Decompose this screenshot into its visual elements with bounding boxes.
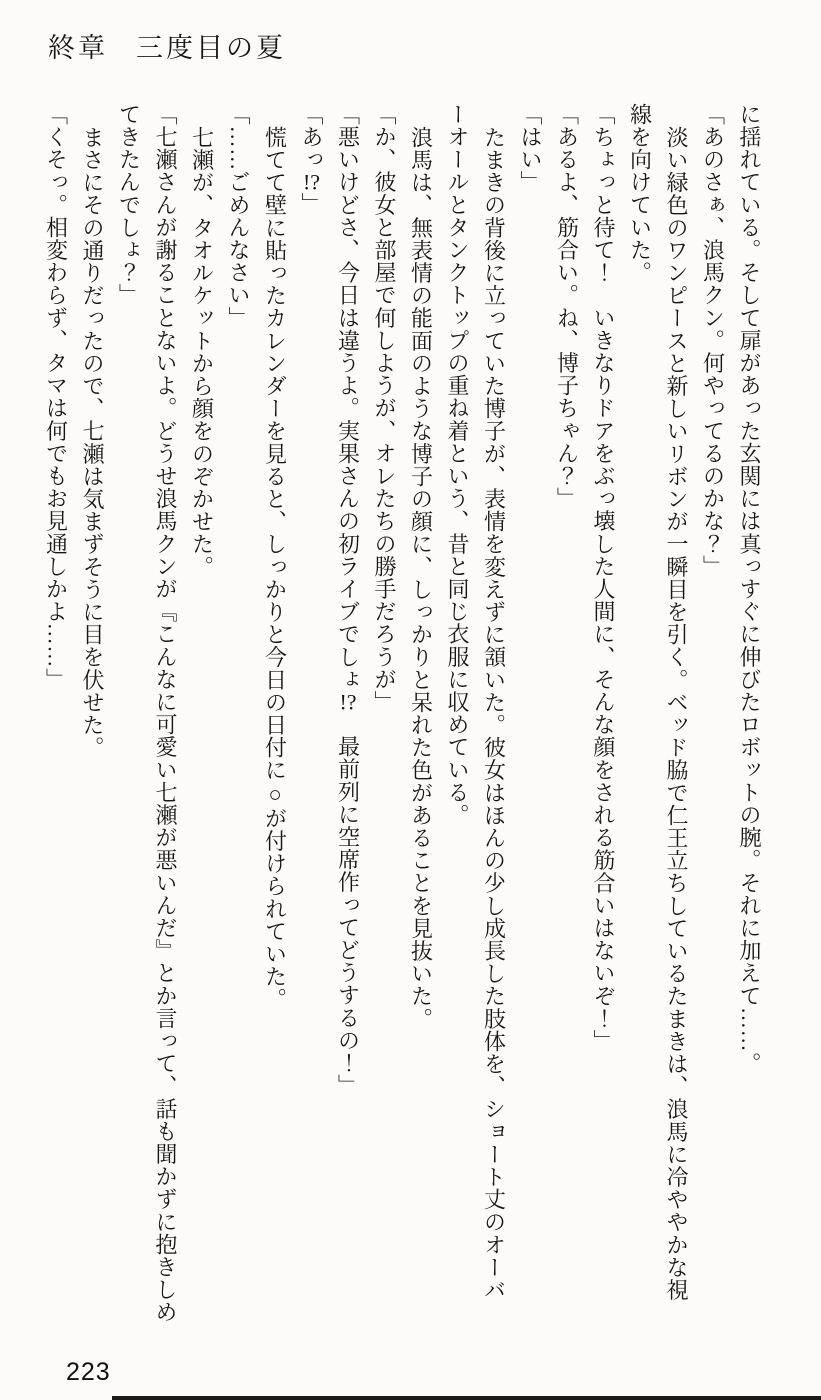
text-line: てきたんでしょ？」 xyxy=(116,103,142,307)
page-edge-scan-line xyxy=(112,1396,821,1400)
text-line: 「七瀬さんが謝ることないよ。どうせ浪馬クンが『こんなに可愛い七瀬が悪いんだ』とか言って、話も聞かずに抱きしめ xyxy=(153,103,178,1324)
chapter-title: 三度目の夏 xyxy=(136,33,286,63)
text-line: 「か、彼女と部屋で何しようが、オレたちの勝手だろうが」 xyxy=(372,103,397,714)
text-line: 「あのさぁ、浪馬クン。何やってるのかな？」 xyxy=(700,103,726,578)
text-line: 「あっ!?」 xyxy=(299,103,324,216)
chapter-label: 終章 xyxy=(48,33,108,63)
text-line: に揺れている。そして扉があった玄関には真っすぐに伸びたロボットの腕。それに加えて……。 xyxy=(737,103,762,1075)
text-line: 七瀬が、タオルケットから顔をのぞかせた。 xyxy=(189,126,215,578)
vertical-text-block xyxy=(37,103,767,1338)
text-line: 浪馬は、無表情の能面のような博子の顔に、しっかりと呆れた色があることを見抜いた。 xyxy=(408,126,434,1030)
chapter-heading xyxy=(48,26,286,65)
text-line: 「くそっ。相変わらず、タマは何でもお見通しかよ……」 xyxy=(43,103,69,691)
tatechuyoko-exclamation-question: !? xyxy=(302,170,321,193)
text-line: 「悪いけどさ、今日は違うよ。実果さんの初ライブでしょ!? 最前列に空席作ってどうするの！」 xyxy=(335,103,361,1097)
text-line: 淡い緑色のワンピースと新しいリボンが一瞬目を引く。ベッド脇で仁王立ちしているたまきは、浪馬に冷ややかな視 xyxy=(664,126,689,1302)
text-line: 「ちょっと待て！ いきなりドアをぶっ壊した人間に、そんな顔をされる筋合いはないぞ！」 xyxy=(591,103,616,1053)
tatechuyoko-exclamation-question: !? xyxy=(339,690,357,713)
text-line: 「あるよ、筋合い。ね、博子ちゃん？」 xyxy=(554,103,580,510)
text-line: 慌てて壁に貼ったカレンダーを見ると、しっかりと今日の日付に○が付けられていた。 xyxy=(262,126,288,1011)
text-line: 線を向けていた。 xyxy=(627,103,653,284)
text-line: 「……ごめんなさい」 xyxy=(226,103,251,329)
text-line: ーオールとタンクトップの重ね着という、昔と同じ衣服に収めている。 xyxy=(445,103,470,827)
page-number: 223 xyxy=(66,1358,111,1386)
text-line: たまきの背後に立っていた博子が、表情を変えずに頷いた。彼女はほんの少し成長した肢体を、ショート丈のオーバ xyxy=(481,126,507,1302)
text-line: 「はい」 xyxy=(518,103,543,194)
text-line: まさにその通りだったので、七瀬は気まずそうに目を伏せた。 xyxy=(80,126,105,759)
